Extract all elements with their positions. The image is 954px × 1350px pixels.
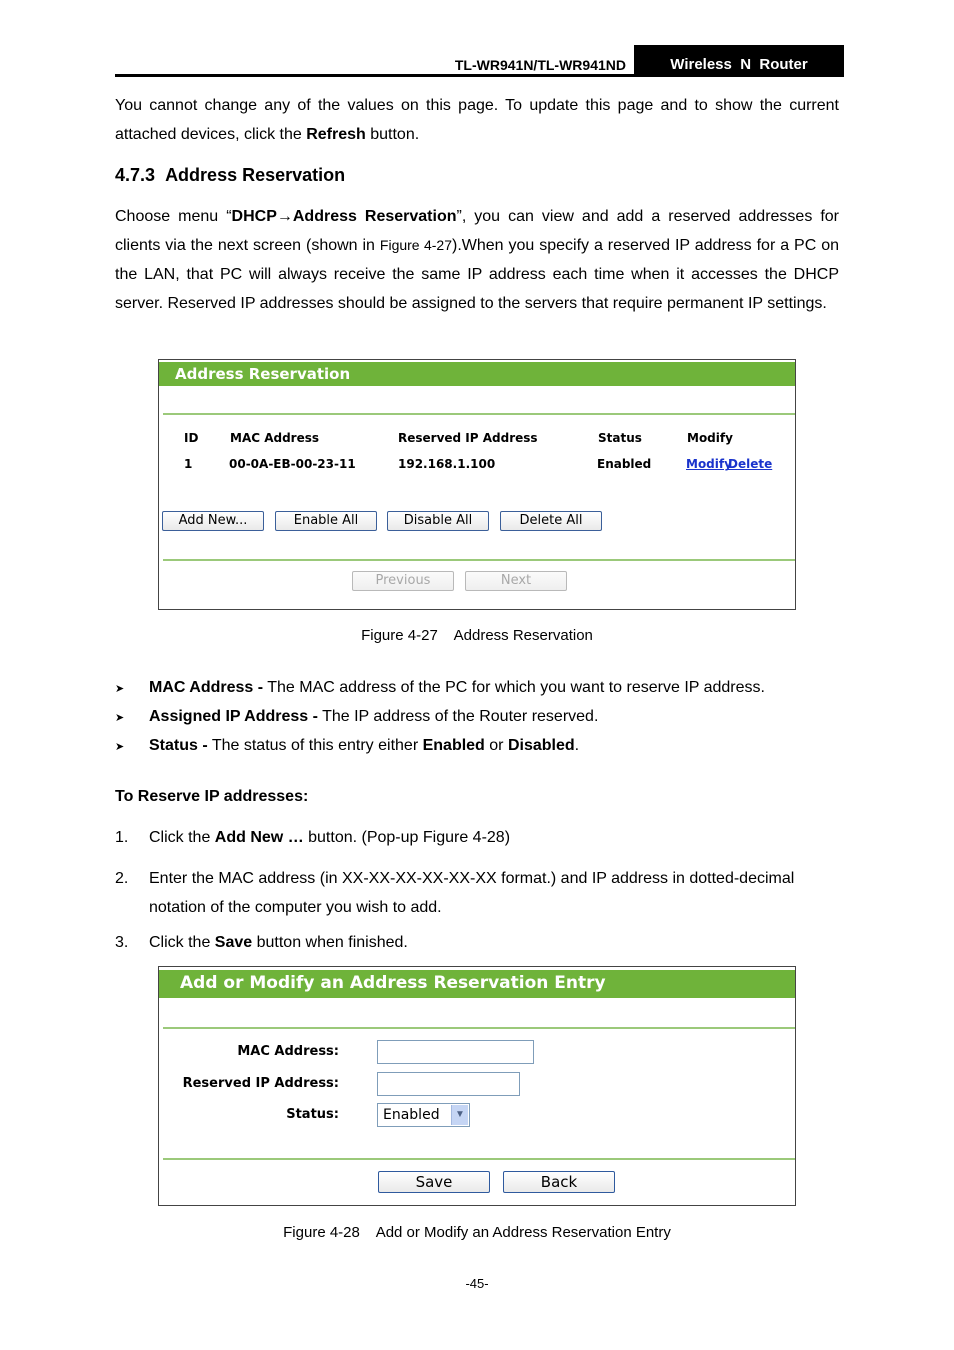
desc-rest: ).When you specify a reserved IP address for a PC on the LAN, that PC will always receive the same IP address each time when it accesses the DHCP server. Reserved IP addresses should be assigned to the servers that require permanent IP settings.: [115, 237, 840, 312]
bullet-text: or: [484, 737, 508, 754]
status-label: Status:: [286, 1107, 339, 1122]
col-mac: MAC Address: [230, 431, 320, 445]
bullet-text: The MAC address of the PC for which you want to reserve IP address.: [263, 679, 765, 696]
arrow-bullet-icon: ➤: [115, 741, 125, 753]
step-bold: Save: [214, 934, 253, 951]
bullet-disabled: Disabled: [507, 737, 575, 754]
address-reservation-panel: [158, 359, 796, 610]
disable-all-button[interactable]: Disable All: [387, 511, 489, 531]
step-number: 1.: [115, 829, 129, 846]
col-ip: Reserved IP Address: [398, 431, 538, 445]
row-id: 1: [184, 457, 193, 471]
panel-title: Add or Modify an Address Reservation Entry: [159, 970, 795, 998]
divider: [163, 1027, 795, 1029]
arrow-bullet-icon: ➤: [115, 683, 125, 695]
bullet-enabled: Enabled: [422, 737, 485, 754]
step-text: button when finished.: [252, 934, 408, 951]
status-select-value: Enabled: [383, 1107, 440, 1123]
bullet-text: The status of this entry either: [207, 737, 423, 754]
bullet-term: Status -: [149, 737, 208, 754]
step-number: 2.: [115, 870, 129, 887]
header-model: TL-WR941N/TL-WR941ND: [454, 57, 626, 73]
bullet-term: MAC Address -: [149, 679, 264, 696]
divider: [163, 1158, 795, 1160]
section-title: Address Reservation: [165, 165, 346, 185]
status-select[interactable]: [377, 1103, 470, 1127]
header-product-box: [634, 45, 844, 77]
reserved-ip-input[interactable]: [377, 1072, 520, 1096]
step-number: 3.: [115, 934, 129, 951]
enable-all-button[interactable]: Enable All: [275, 511, 377, 531]
row-mac: 00-0A-EB-00-23-11: [229, 457, 356, 471]
header-rule: [115, 74, 844, 77]
bullet-text: The IP address of the Router reserved.: [317, 708, 599, 725]
desc-figure-ref: Figure 4-27: [379, 237, 452, 253]
next-button[interactable]: Next: [465, 571, 567, 591]
save-button[interactable]: Save: [378, 1171, 490, 1193]
col-status: Status: [598, 431, 642, 445]
bullet-text: .: [574, 737, 580, 754]
intro-paragraph: [115, 91, 839, 149]
divider: [163, 559, 795, 561]
desc-menu-path: DHCP→Address Reservation: [231, 208, 457, 225]
intro-text: You cannot change any of the values on this page. To update this page and to show the current attached devices, click the: [115, 97, 839, 143]
chevron-down-icon[interactable]: ▼: [451, 1105, 468, 1125]
step-text: Click the: [149, 934, 215, 951]
mac-label: MAC Address:: [237, 1044, 339, 1059]
desc-prefix: Choose menu “: [115, 208, 232, 225]
divider: [163, 413, 795, 415]
add-modify-reservation-panel: [158, 966, 796, 1206]
bullet-term: Assigned IP Address -: [149, 708, 318, 725]
add-new-button[interactable]: Add New...: [162, 511, 264, 531]
figure-27-caption: Figure 4-27 Address Reservation: [361, 627, 593, 644]
row-ip: 192.168.1.100: [398, 457, 496, 471]
intro-refresh: Refresh: [306, 126, 366, 143]
header-product: Wireless N Router: [670, 56, 808, 73]
intro-text-end: button.: [365, 126, 420, 143]
step-bold: Add New …: [214, 829, 304, 846]
page-number: -45-: [465, 1276, 489, 1291]
reserved-ip-label: Reserved IP Address:: [182, 1076, 339, 1091]
panel-title: Address Reservation: [159, 362, 795, 386]
step-text: Enter the MAC address (in XX-XX-XX-XX-XX-XX format.) and IP address in dotted-decimal notation of the computer you wish to add.: [149, 870, 795, 916]
row-status: Enabled: [597, 457, 652, 471]
section-number: 4.7.3: [115, 165, 156, 185]
section-heading: [115, 165, 345, 186]
col-modify: Modify: [687, 431, 733, 445]
previous-button[interactable]: Previous: [352, 571, 454, 591]
description-paragraph: [115, 202, 839, 318]
figure-28-caption: Figure 4-28 Add or Modify an Address Reservation Entry: [283, 1224, 671, 1241]
back-button[interactable]: Back: [503, 1171, 615, 1193]
delete-all-button[interactable]: Delete All: [500, 511, 602, 531]
mac-address-input[interactable]: [377, 1040, 534, 1064]
arrow-bullet-icon: ➤: [115, 712, 125, 724]
step-text: Click the: [149, 829, 215, 846]
step-text: button. (Pop-up Figure 4-28): [303, 829, 511, 846]
desc-suffix: ”, you can view and add a reserved addresses for clients via the next screen (shown in: [115, 208, 840, 254]
modify-link[interactable]: Modify: [686, 457, 732, 471]
delete-link[interactable]: Delete: [728, 457, 773, 471]
procedure-title: To Reserve IP addresses:: [115, 788, 309, 805]
col-id: ID: [184, 431, 199, 445]
